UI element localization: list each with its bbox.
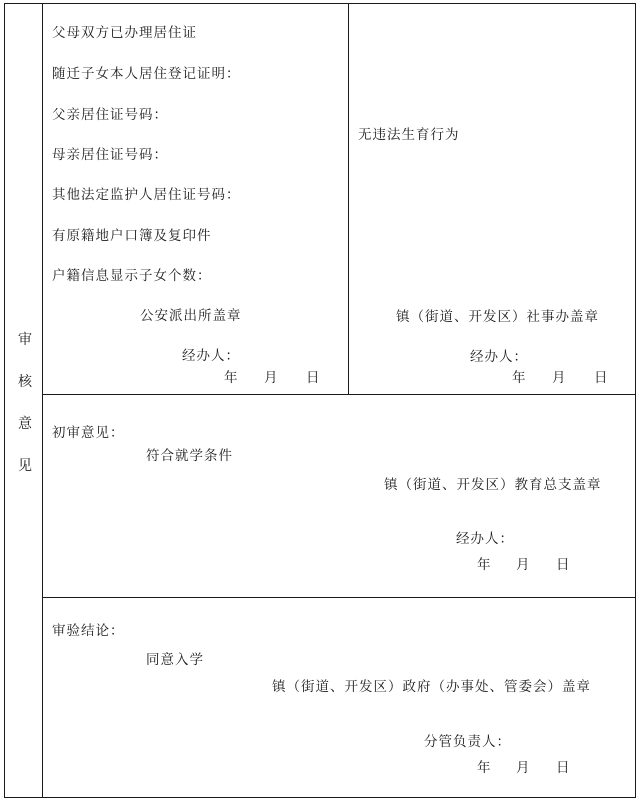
police-item: 随迁子女本人居住登记证明： xyxy=(52,66,241,82)
police-item: 父母双方已办理居住证 xyxy=(52,25,197,41)
police-item: 户籍信息显示子女个数： xyxy=(52,268,212,284)
table-border-bottom xyxy=(4,797,636,798)
conclusion-opinion: 同意入学 xyxy=(146,652,204,668)
conclusion-label: 审验结论： xyxy=(52,623,125,639)
community-statement: 无违法生育行为 xyxy=(358,127,460,143)
conclusion-month: 月 xyxy=(516,760,531,776)
upper-column-divider xyxy=(348,3,349,395)
side-label-char: 见 xyxy=(18,458,32,474)
community-day: 日 xyxy=(594,370,609,386)
police-handler: 经办人： xyxy=(182,348,240,364)
police-item: 其他法定监护人居住证号码： xyxy=(52,187,241,203)
police-item: 有原籍地户口簿及复印件 xyxy=(52,228,212,244)
conclusion-year: 年 xyxy=(477,760,492,776)
conclusion-day: 日 xyxy=(556,760,571,776)
side-label-char: 核 xyxy=(18,374,32,390)
preliminary-year: 年 xyxy=(477,557,492,573)
table-border-left xyxy=(4,3,5,798)
preliminary-opinion: 符合就学条件 xyxy=(146,448,233,464)
community-handler: 经办人： xyxy=(470,349,528,365)
row-divider-2 xyxy=(42,597,636,598)
table-border-top xyxy=(4,3,636,4)
side-label-char: 审 xyxy=(18,332,32,348)
police-item: 父亲居住证号码： xyxy=(52,107,168,123)
preliminary-day: 日 xyxy=(556,557,571,573)
preliminary-month: 月 xyxy=(516,557,531,573)
conclusion-stamp: 镇（街道、开发区）政府（办事处、管委会）盖章 xyxy=(272,679,591,695)
label-column-divider xyxy=(42,3,43,798)
table-border-right xyxy=(635,3,636,798)
preliminary-handler: 经办人： xyxy=(456,531,514,547)
community-month: 月 xyxy=(552,370,567,386)
police-month: 月 xyxy=(264,370,279,386)
conclusion-handler: 分管负责人： xyxy=(424,734,511,750)
community-stamp: 镇（街道、开发区）社事办盖章 xyxy=(396,309,599,325)
row-divider-1 xyxy=(42,394,636,395)
side-label-char: 意 xyxy=(18,416,32,432)
preliminary-stamp: 镇（街道、开发区）教育总支盖章 xyxy=(384,477,602,493)
police-year: 年 xyxy=(224,370,239,386)
police-day: 日 xyxy=(306,370,321,386)
preliminary-label: 初审意见： xyxy=(52,425,125,441)
community-year: 年 xyxy=(512,370,527,386)
police-item: 母亲居住证号码： xyxy=(52,147,168,163)
police-stamp: 公安派出所盖章 xyxy=(140,308,242,324)
